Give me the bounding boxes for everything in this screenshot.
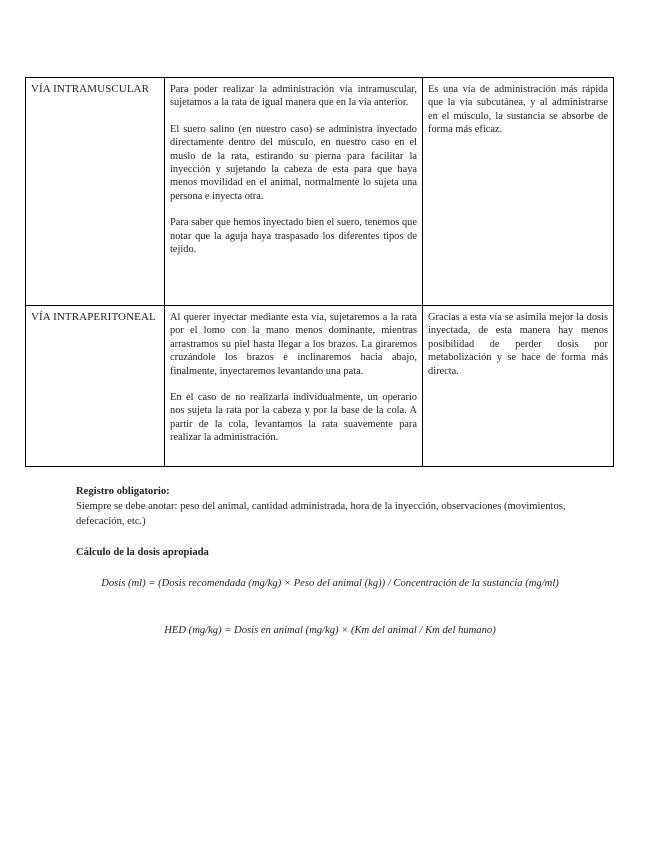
- procedure-cell: [165, 306, 423, 467]
- route-cell: [26, 78, 165, 306]
- route-name: VÍA INTRAMUSCULAR: [31, 83, 150, 95]
- registro-section: [76, 484, 576, 529]
- notes-cell: [423, 306, 614, 467]
- procedure-cell: [165, 78, 423, 306]
- notes-cell: [423, 78, 614, 306]
- procedure-paragraph: En el caso de no realizarla individualmente, un operario nos sujeta la rata por la cabeza y por la base de la cola. A partir de la cola, levantamos la rata suavemente para realizar la administración.: [170, 392, 417, 444]
- table-row: [26, 78, 614, 306]
- table-row: [26, 306, 614, 467]
- procedure-paragraph: El suero salino (en nuestro caso) se administra inyectado directamente dentro del músculo, en nuestro caso en el muslo de la rata, estirando su pierna para facilitar la inyección y sujetando la cabeza de esta para que haya menos movilidad en el animal, normalmente lo sujeta una persona e inyecta otra.: [170, 123, 417, 202]
- route-cell: [26, 306, 165, 467]
- administration-routes-table: [25, 77, 614, 467]
- procedure-paragraph: Para saber que hemos inyectado bien el suero, tenemos que notar que la aguja haya traspasado los diferentes tipos de tejido.: [170, 217, 417, 256]
- calculo-heading: Cálculo de la dosis apropiada: [76, 547, 209, 558]
- dose-formula: Dosis (ml) = (Dosis recomendada (mg/kg) × Peso del animal (kg)) / Concentración de la sustancia (mg/ml): [101, 578, 559, 589]
- procedure-paragraph: Para poder realizar la administración vía intramuscular, sujetamos a la rata de igual manera que en la vía anterior.: [170, 84, 417, 109]
- notes-paragraph: Es una vía de administración más rápida que la vía subcutánea, y al administrarse en el músculo, la sustancia se absorbe de forma más eficaz.: [428, 84, 608, 136]
- procedure-paragraph: Al querer inyectar mediante esta vía, sujetaremos a la rata por el lomo con la mano menos dominante, mientras arrastramos su piel hasta llegar a los brazos. La giraremos cruzándole los brazos e inclinaremos hacia abajo, finalmente, inyectaremos levantando una pata.: [170, 312, 417, 377]
- registro-text: Siempre se debe anotar: peso del animal, cantidad administrada, hora de la inyección, observaciones (movimientos, defecación, etc.): [76, 501, 566, 527]
- hed-formula: HED (mg/kg) = Dosis en animal (mg/kg) × (Km del animal / Km del humano): [164, 625, 496, 636]
- registro-heading: Registro obligatorio:: [76, 486, 170, 497]
- calculo-section: [76, 545, 576, 560]
- notes-paragraph: Gracias a esta vía se asimila mejor la dosis inyectada, de esta manera hay menos posibilidad de perder dosis por metabolización y se hace de forma más directa.: [428, 312, 608, 377]
- route-name: VÍA INTRAPERITONEAL: [31, 311, 156, 323]
